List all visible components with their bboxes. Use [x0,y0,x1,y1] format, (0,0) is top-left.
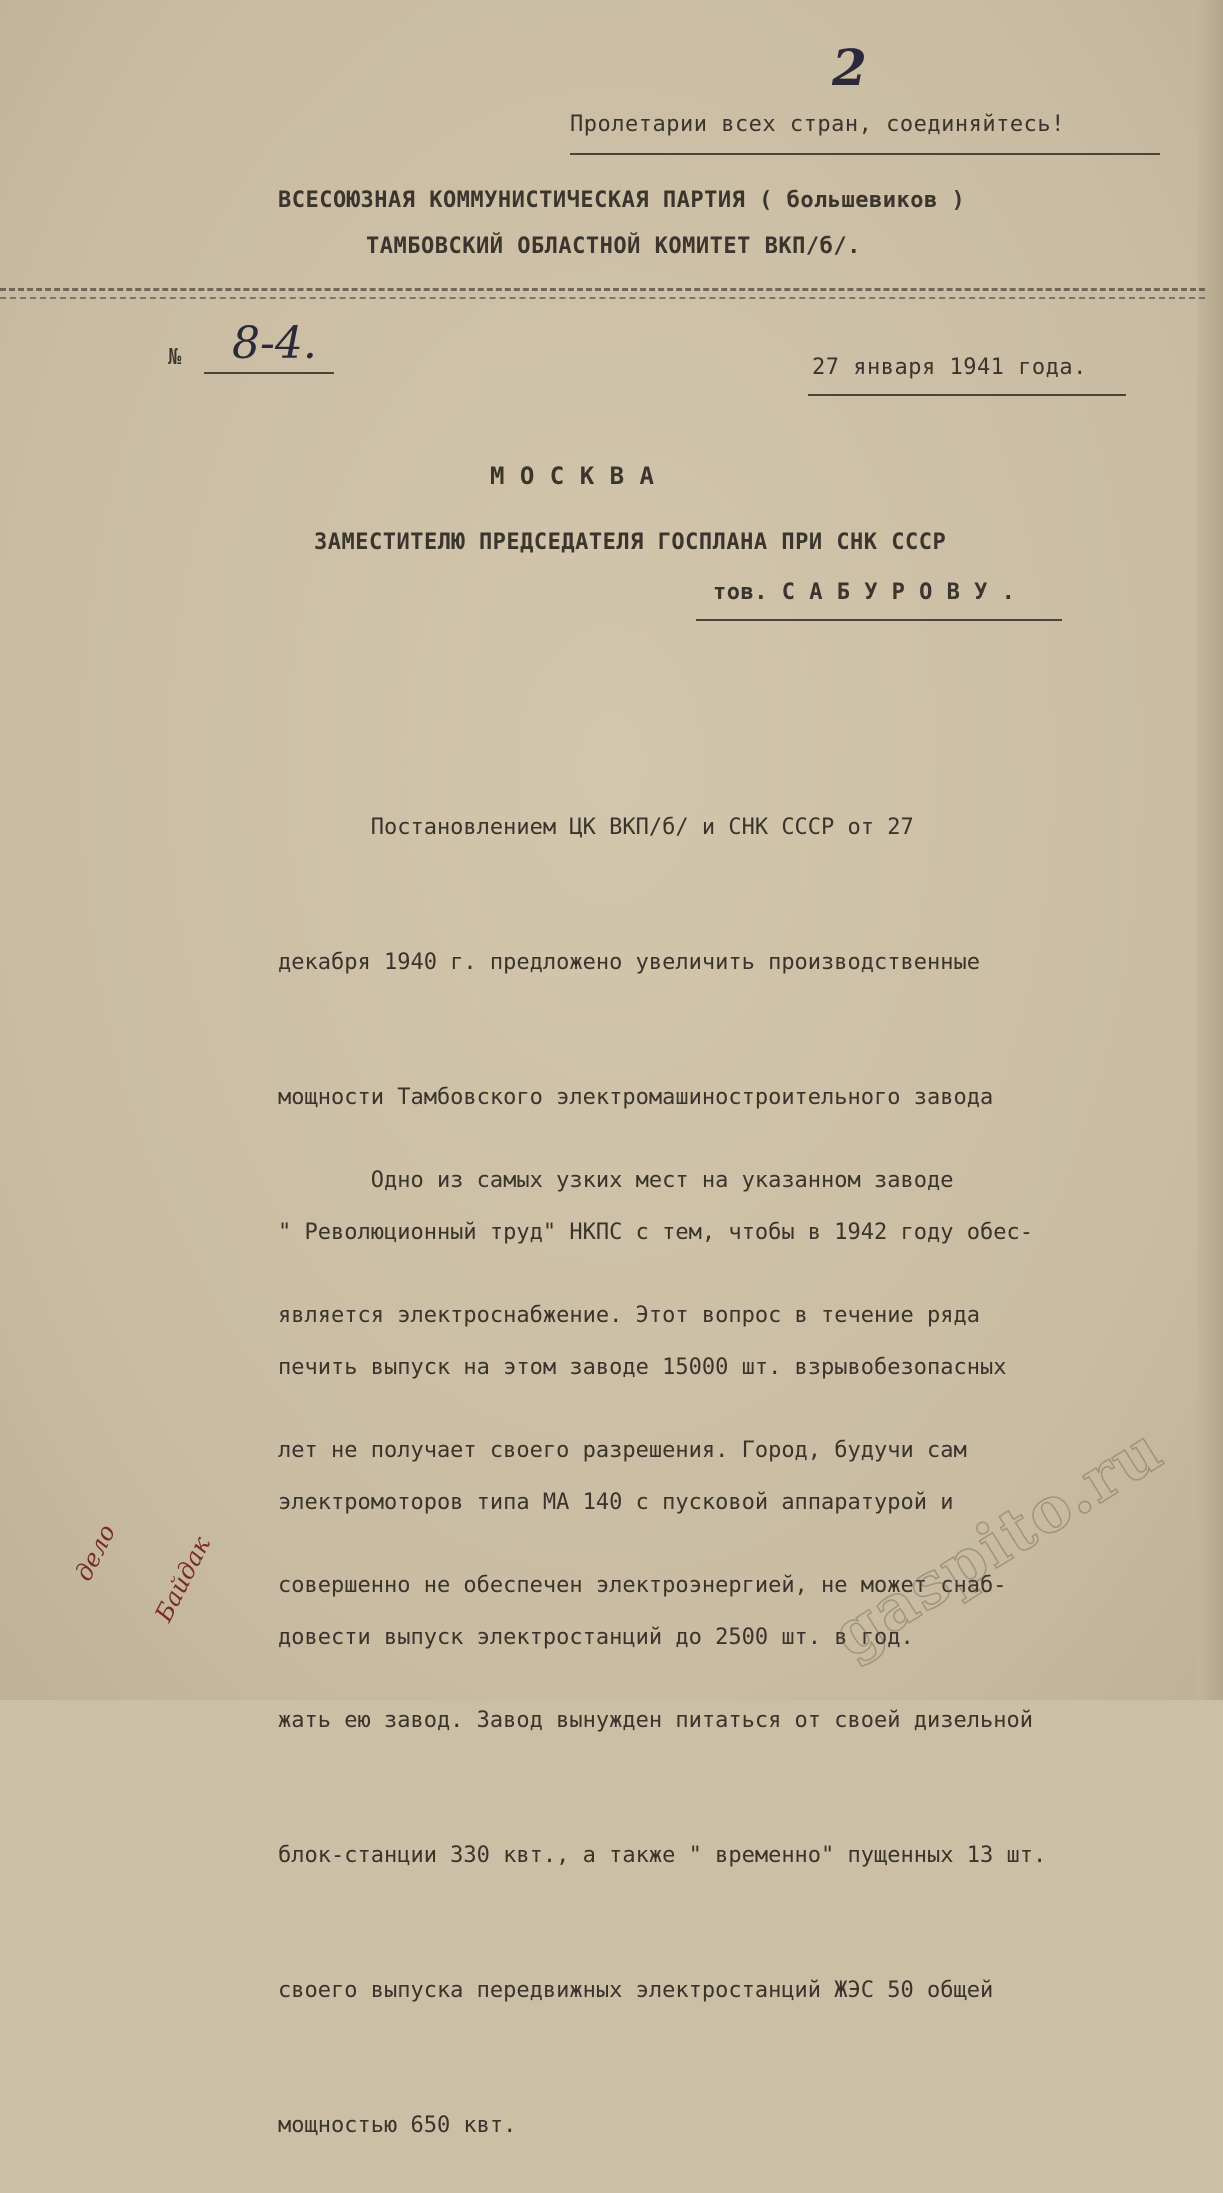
paragraph-2-line: совершенно не обеспечен электроэнергией, не может снаб- [278,1573,1007,1598]
page-number-handwritten: 2 [832,38,867,97]
header-line-2: ТАМБОВСКИЙ ОБЛАСТНОЙ КОМИТЕТ ВКП/б/. [366,234,861,259]
margin-note-line: Байдак [149,1532,216,1627]
document-number: 8-4. [232,318,317,369]
paragraph-2-line: жать ею завод. Завод вынужден питаться от своей дизельной [278,1708,1033,1733]
paragraph-1-line: мощности Тамбовского электромашиностроительного завода [278,1085,994,1110]
paragraph-2-line: своего выпуска передвижных электростанций ЖЭС 50 общей [278,1978,994,2003]
margin-note-line: дело [69,1519,122,1586]
paragraph-1-line: электромоторов типа МА 140 с пусковой аппаратурой и [278,1490,954,1515]
date-underline [808,394,1126,396]
paragraph-2-line: мощностью 650 квт. [278,2113,517,2138]
paragraph-1-line: декабря 1940 г. предложено увеличить производственные [278,950,980,975]
recipient-underline [696,619,1062,621]
slogan: Пролетарии всех стран, соединяйтесь! [570,112,1065,137]
recipient-name: тов. С А Б У Р О В У . [713,580,1016,605]
header-separator [0,288,1205,299]
slogan-underline [570,153,1160,155]
number-underline [204,372,334,374]
number-prefix: № [168,345,182,370]
paragraph-1-line: " Революционный труд" НКПС с тем, чтобы в 1942 году обес- [278,1220,1033,1245]
paragraph-2-line: лет не получает своего разрешения. Город, будучи сам [278,1438,967,1463]
paragraph-1-line: печить выпуск на этом заводе 15000 шт. взрывобезопасных [278,1355,1007,1380]
page-edge [1197,0,1223,1700]
paragraph-2-line: блок-станции 330 квт., а также " временно" пущенных 13 шт. [278,1843,1047,1868]
recipient-position: ЗАМЕСТИТЕЛЮ ПРЕДСЕДАТЕЛЯ ГОСПЛАНА ПРИ СНК СССР [314,530,947,555]
header-line-1: ВСЕСОЮЗНАЯ КОММУНИСТИЧЕСКАЯ ПАРТИЯ ( большевиков ) [278,188,966,213]
paragraph-1-line: довести выпуск электростанций до 2500 шт. в год. [278,1625,914,1650]
recipient-city: М О С К В А [490,462,655,490]
watermark: gaspito.ru [820,1412,1176,1672]
paragraph-2-line: Одно из самых узких мест на указанном заводе [278,1168,954,1193]
paragraph-2-line: является электроснабжение. Этот вопрос в течение ряда [278,1303,980,1328]
document-date: 27 января 1941 года. [812,355,1087,380]
paragraph-1-line: Постановлением ЦК ВКП/б/ и СНК СССР от 27 [278,815,914,840]
paragraph-2 [278,1068,1198,2193]
